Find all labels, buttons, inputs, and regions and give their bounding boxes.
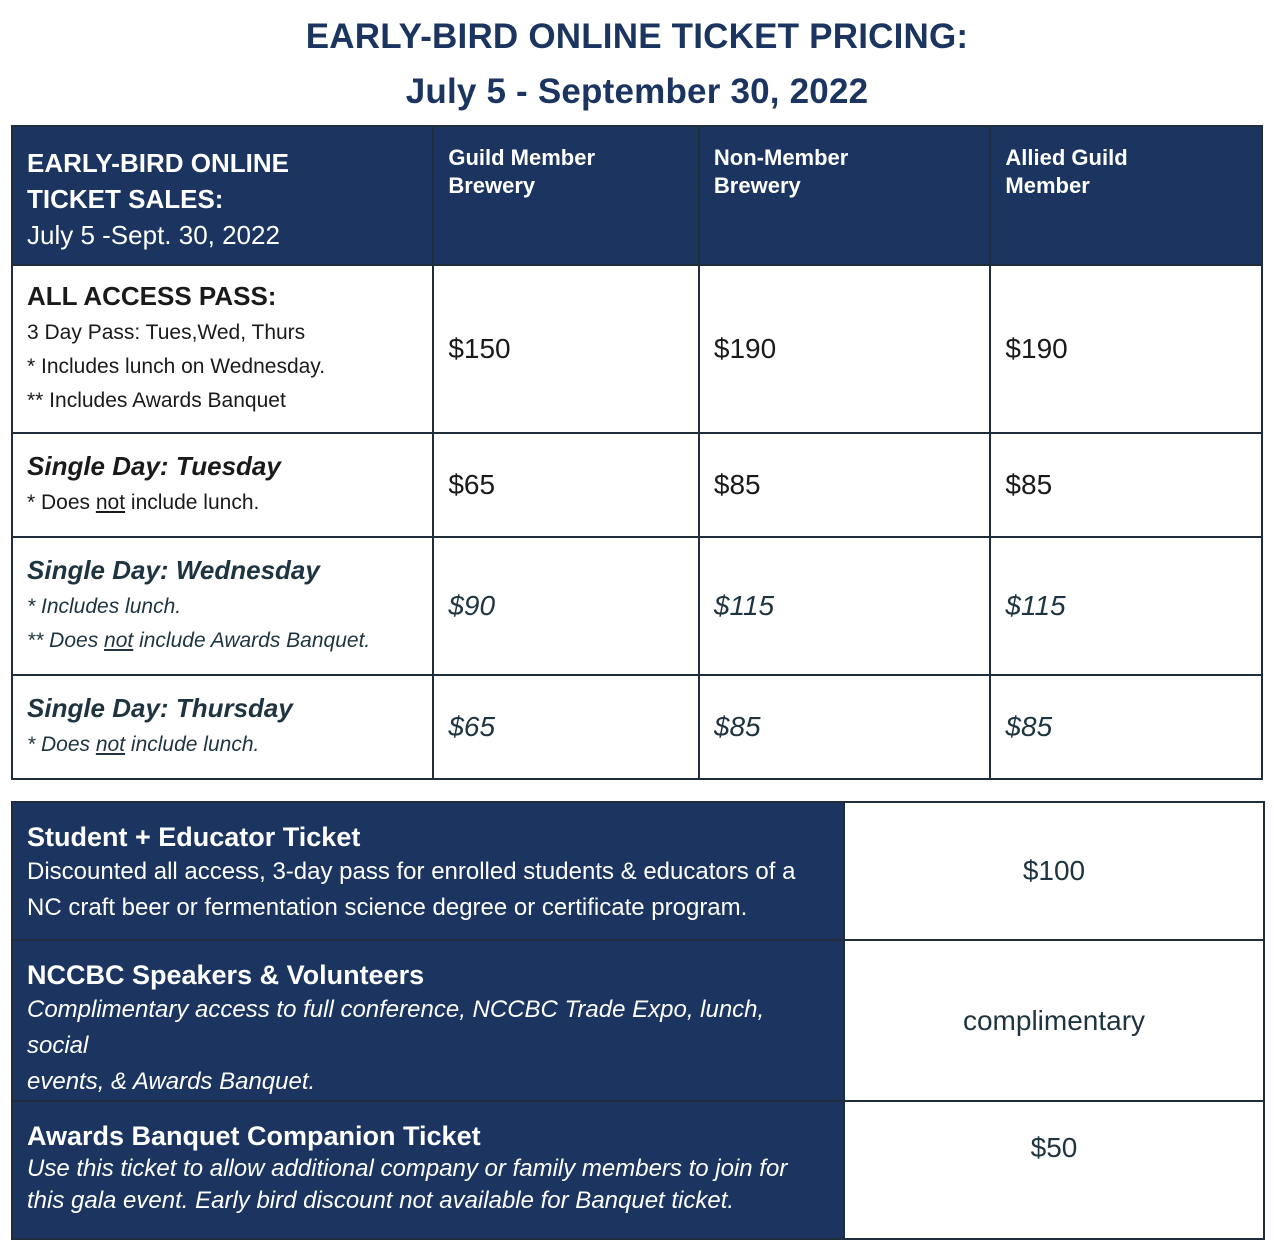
note-text: include lunch.: [125, 490, 260, 514]
price-cell: $90: [433, 537, 699, 675]
table-row: [12, 675, 1262, 779]
ticket-desc: Complimentary access to full conference, NCCBC Trade Expo, lunch, social: [27, 996, 765, 1059]
ticket-note: 3 Day Pass: Tues,Wed, Thurs: [27, 320, 306, 344]
ticket-note: [27, 624, 432, 658]
special-tickets-table: [11, 801, 1265, 1240]
price-cell: $190: [990, 265, 1262, 433]
header-line: EARLY-BIRD ONLINE: [27, 148, 289, 178]
table-row: [12, 537, 1262, 675]
student-educator-cell: [12, 802, 844, 940]
page-title: EARLY-BIRD ONLINE TICKET PRICING:: [305, 17, 969, 56]
ticket-note: ** Includes Awards Banquet: [27, 388, 286, 412]
price-cell: $115: [990, 537, 1262, 675]
header-non-member: [699, 126, 991, 265]
ticket-note: [27, 486, 432, 520]
ticket-cell-wednesday: [12, 537, 433, 675]
price-cell: $190: [699, 265, 991, 433]
header-line: Allied Guild: [1005, 145, 1128, 170]
header-dates: July 5 -Sept. 30, 2022: [27, 220, 280, 250]
price-cell: $115: [699, 537, 991, 675]
banquet-companion-cell: [12, 1101, 844, 1239]
price-cell: $100: [844, 802, 1264, 940]
ticket-desc: this gala event. Early bird discount not available for Banquet ticket.: [27, 1187, 735, 1214]
ticket-note: * Includes lunch on Wednesday.: [27, 354, 326, 378]
table-row: [12, 265, 1262, 433]
price-cell: $65: [433, 433, 699, 537]
pricing-table-header: [12, 126, 1262, 265]
ticket-title: Awards Banquet Companion Ticket: [27, 1121, 481, 1151]
header-line: Guild Member: [448, 145, 596, 170]
price-cell: complimentary: [844, 940, 1264, 1101]
ticket-title: ALL ACCESS PASS:: [27, 280, 277, 311]
note-text: include Awards Banquet.: [133, 628, 371, 652]
pricing-table: [11, 125, 1263, 780]
ticket-cell-thursday: [12, 675, 433, 779]
ticket-desc: NC craft beer or fermentation science degree or certificate program.: [27, 894, 748, 921]
price-cell: $50: [844, 1101, 1264, 1239]
price-cell: $65: [433, 675, 699, 779]
table-row: [12, 940, 1264, 1101]
table-row: [12, 802, 1264, 940]
page-subtitle-dates: July 5 - September 30, 2022: [405, 72, 869, 111]
ticket-note: [27, 728, 432, 762]
ticket-cell-all-access: [12, 265, 433, 433]
table-row: [12, 1101, 1264, 1239]
price-cell: $85: [990, 675, 1262, 779]
ticket-title: Student + Educator Ticket: [27, 822, 361, 852]
ticket-desc: events, & Awards Banquet.: [27, 1068, 316, 1095]
ticket-title: Single Day: Thursday: [27, 692, 293, 723]
note-text: include lunch.: [125, 732, 260, 756]
header-line: Brewery: [448, 173, 536, 198]
header-line: TICKET SALES:: [27, 184, 224, 214]
ticket-title: Single Day: Tuesday: [27, 450, 281, 481]
note-text: ** Does: [27, 628, 105, 652]
ticket-title: Single Day: Wednesday: [27, 554, 320, 585]
table-row: [12, 433, 1262, 537]
header-allied-guild: [990, 126, 1262, 265]
price-cell: $85: [699, 433, 991, 537]
header-line: Member: [1005, 173, 1090, 198]
header-line: Brewery: [713, 173, 801, 198]
ticket-note: * Includes lunch.: [27, 594, 182, 618]
ticket-desc: Discounted all access, 3-day pass for enrolled students & educators of a: [27, 858, 796, 885]
note-text: * Does: [27, 732, 96, 756]
price-cell: $150: [433, 265, 699, 433]
note-emphasis: not: [95, 490, 126, 514]
price-cell: $85: [990, 433, 1262, 537]
ticket-cell-tuesday: [12, 433, 433, 537]
note-text: * Does: [27, 490, 96, 514]
speakers-volunteers-cell: [12, 940, 844, 1101]
ticket-title: NCCBC Speakers & Volunteers: [27, 960, 425, 990]
header-line: Non-Member: [713, 145, 849, 170]
ticket-desc: Use this ticket to allow additional company or family members to join for: [27, 1155, 788, 1182]
note-emphasis: not: [104, 628, 134, 652]
price-cell: $85: [699, 675, 991, 779]
note-emphasis: not: [95, 732, 126, 756]
header-ticket-type: [12, 126, 433, 265]
header-guild-member: [433, 126, 699, 265]
